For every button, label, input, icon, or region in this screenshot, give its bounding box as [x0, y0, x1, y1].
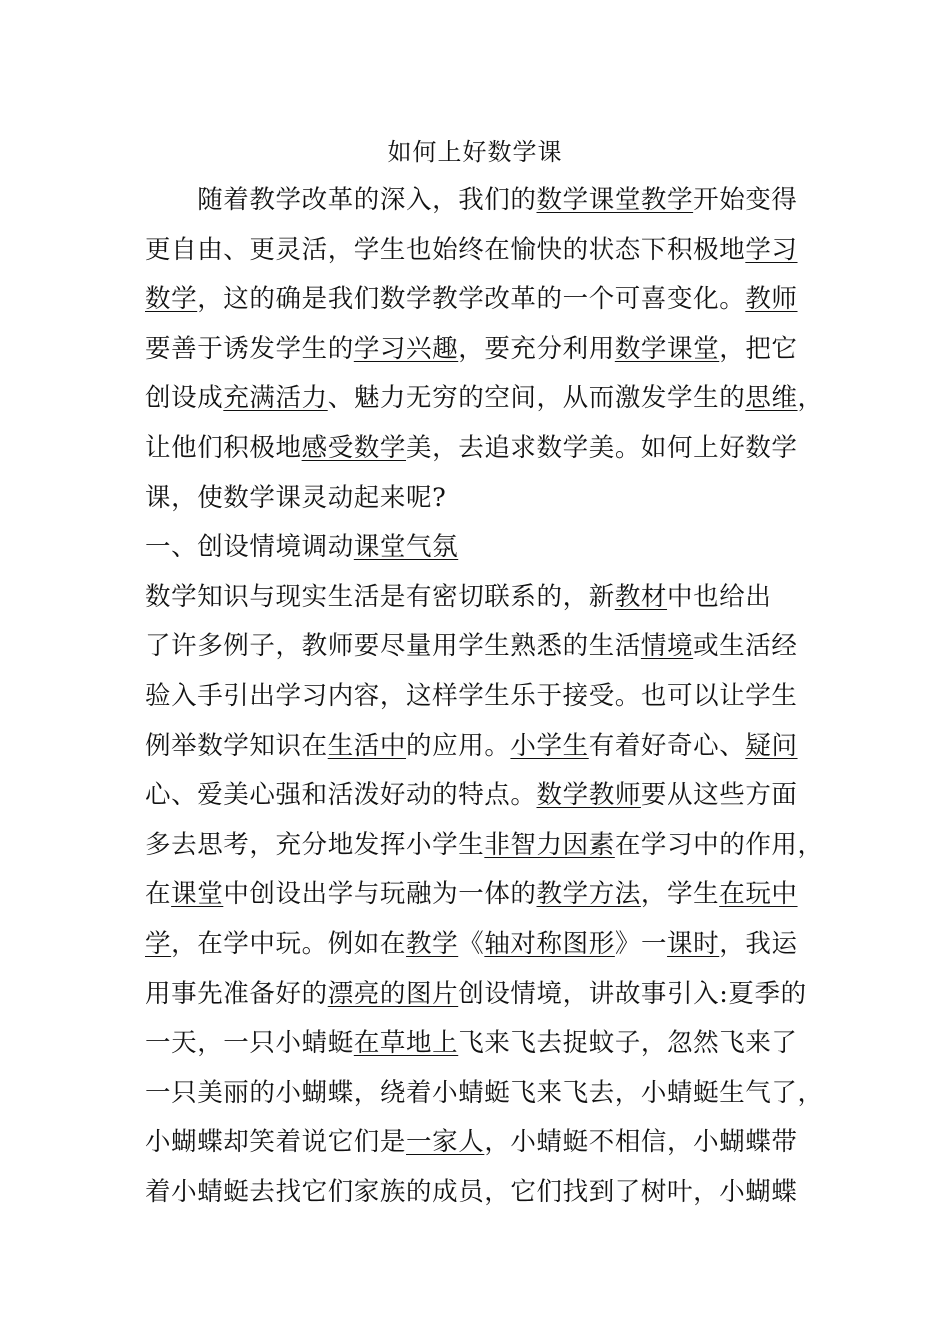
text-run: ，	[797, 383, 824, 414]
underlined-term: 学	[145, 929, 172, 959]
text-run: 数学知识与现实生活是有密切联系的，新	[145, 581, 615, 612]
text-line	[145, 1124, 798, 1160]
text-run: 有着好奇心、	[588, 730, 746, 761]
text-run: 在	[145, 879, 172, 910]
underlined-term: 在玩中	[719, 879, 798, 910]
underlined-term: 教师	[745, 284, 798, 315]
text-run: 》一	[614, 929, 668, 959]
underlined-term: 课时	[667, 929, 720, 959]
underlined-term: 疑问	[745, 730, 798, 761]
text-line	[145, 678, 798, 714]
text-run: 创设成	[145, 383, 224, 414]
underlined-term: 数学课堂教学	[536, 185, 694, 215]
text-run: 着小蜻蜓去找它们家族的成员，它们找到了树叶，小蝴蝶	[145, 1177, 798, 1207]
text-line	[145, 232, 798, 268]
text-run: ，把它	[719, 333, 798, 364]
text-line	[145, 728, 798, 764]
underlined-term: 在草地上	[353, 1028, 459, 1059]
text-line	[145, 1075, 824, 1111]
text-run: 开始变得	[693, 185, 798, 215]
text-line	[145, 876, 798, 912]
text-run: 心、爱美心强和活泼好动的特点。	[145, 780, 537, 811]
text-line	[145, 628, 798, 664]
text-line	[145, 380, 824, 416]
text-line	[145, 182, 798, 218]
text-line	[145, 331, 798, 367]
text-run: 中创设出学与玩融为一体的	[223, 879, 537, 910]
text-line	[145, 827, 824, 863]
text-run: ，小蜻蜓不相信，小蝴蝶带	[484, 1127, 798, 1158]
document-title: 如何上好数学课	[387, 138, 563, 166]
text-line	[145, 926, 798, 962]
underlined-term: 数学教师	[536, 780, 641, 811]
text-line	[145, 976, 807, 1012]
underlined-term: 数学课堂	[614, 333, 720, 364]
text-run: 一、创设情境调动	[145, 532, 354, 563]
underlined-term: 一家人	[406, 1127, 485, 1158]
text-run: 的应用。	[406, 730, 511, 761]
underlined-term: 课堂	[171, 879, 224, 910]
text-run: 创设情境，讲故事引入:夏季的	[458, 978, 807, 1009]
text-run: 美，去追求数学美。如何上好数学	[406, 433, 798, 463]
text-run: 在学习中的作用，	[614, 829, 824, 860]
text-line	[145, 1025, 798, 1061]
underlined-term: 漂亮的图片	[327, 978, 459, 1009]
underlined-term: 数学	[145, 284, 198, 315]
underlined-term: 教学	[406, 929, 459, 959]
text-run: 小蝴蝶却笑着说它们是	[145, 1127, 407, 1158]
text-run: ，这的确是我们数学教学改革的一个可喜变化。	[197, 284, 746, 315]
text-run: 例举数学知识在	[145, 730, 328, 761]
text-run: 随着教学改革的深入，我们的	[145, 185, 537, 215]
underlined-term: 教材	[614, 581, 668, 612]
text-run: 一只美丽的小蝴蝶，绕着小蜻蜓飞来飞去，小蜻蜓生气了，	[145, 1077, 824, 1108]
underlined-term: 学习兴趣	[353, 333, 459, 364]
text-line	[145, 480, 446, 516]
text-run: 了许多例子，教师要尽量用学生熟悉的生活	[145, 631, 641, 662]
underlined-term: 小学生	[510, 730, 589, 761]
underlined-term: 非智力因素	[484, 829, 615, 860]
text-run: ，在学中玩。例如在	[171, 929, 407, 959]
text-run: ，要充分利用	[458, 333, 615, 364]
underlined-term: 充满活力	[223, 383, 328, 414]
text-run: 中也给出	[667, 581, 772, 612]
underlined-term: 生活中	[327, 730, 407, 761]
text-line	[145, 579, 771, 615]
text-run: 《	[458, 929, 485, 959]
underlined-term: 教学方法	[536, 879, 641, 910]
text-line	[145, 1174, 798, 1210]
text-run: 课，使数学课灵动起来呢?	[145, 482, 447, 513]
underlined-term: 课堂气氛	[353, 532, 459, 563]
text-run: 、魅力无穷的空间，从而激发学生的	[327, 383, 746, 414]
underlined-term: 感受数学	[301, 433, 407, 463]
text-run: 用事先准备好的	[145, 978, 328, 1009]
text-run: 要善于诱发学生的	[145, 333, 354, 364]
underlined-term: 轴对称图形	[484, 929, 615, 959]
text-line	[145, 281, 798, 317]
text-run: 验入手引出学习内容，这样学生乐于接受。也可以让学生	[145, 681, 798, 711]
underlined-term: 学习	[745, 234, 798, 265]
text-line	[145, 529, 458, 565]
text-run: 飞来飞去捉蚊子，忽然飞来了	[458, 1028, 798, 1059]
text-run: ，学生	[640, 879, 720, 910]
text-run: 多去思考，充分地发挥小学生	[145, 829, 485, 860]
text-line	[145, 430, 798, 466]
underlined-term: 情境	[640, 631, 694, 662]
text-run: 要从这些方面	[640, 780, 798, 811]
text-run: ，我运	[719, 929, 798, 959]
text-run: 让他们积极地	[145, 433, 302, 463]
underlined-term: 思维	[745, 383, 798, 414]
text-run: 更自由、更灵活，学生也始终在愉快的状态下积极地	[145, 234, 746, 265]
text-run: 或生活经	[693, 631, 798, 662]
text-line	[145, 777, 798, 813]
text-run: 一天，一只小蜻蜓	[145, 1028, 354, 1059]
